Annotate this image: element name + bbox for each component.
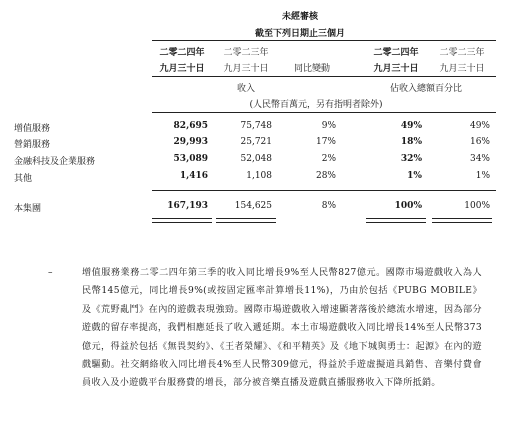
col-yoy-header: 同比變動 <box>293 64 330 74</box>
row-label: 增值服務 <box>14 124 51 134</box>
total-value-2024: 167,193 <box>167 201 208 211</box>
total-pct-2023: 100% <box>464 201 490 211</box>
total-label: 本集團 <box>14 204 42 214</box>
col-2024-year: 二零二四年 <box>159 48 205 58</box>
total-double-rule <box>432 218 492 223</box>
row-pct-2023: 34% <box>469 154 490 164</box>
row-yoy: 17% <box>315 137 336 147</box>
row-yoy: 2% <box>321 154 336 164</box>
header-rule <box>152 40 496 41</box>
row-label: 其他 <box>14 174 33 184</box>
table-top-rule <box>152 112 496 113</box>
row-value-2023: 75,748 <box>240 121 272 131</box>
revenue-label: 收入 <box>236 84 255 94</box>
col-pct-2024-year: 二零二四年 <box>373 48 419 58</box>
row-yoy: 28% <box>315 171 336 181</box>
total-double-rule <box>216 218 276 223</box>
row-label: 金融科技及企業服務 <box>14 157 96 167</box>
col-pct-2023-year: 二零二三年 <box>439 48 485 58</box>
commentary-paragraph: 增值服務業務二零二四年第三季的收入同比增長9%至人民幣827億元。國際市場遊戲收入為人民幣145億元，同比增長9%(或按固定匯率計算增長11%)，乃由於包括《PUBG MOBILE》及《荒野亂鬥》在內的遊戲表現強勁。國際市場遊戲收入增速顯著落後於總流水增速，因為部分遊戲的留存率提高，我們相應延長了收入遞延期。本土市場遊戲收入同比增長14%至人民幣373億元，得益於包括《無畏契約》、《王者榮耀》、《和平精英》及《地下城與勇士：起源》在內的遊戲驅動。社交網絡收入同比增長4%至人民幣309億元，得益於手遊虛擬道具銷售、音樂付費會員收入及小遊戲平台服務費的增長，部分被音樂直播及遊戲直播服務收入下降所抵銷。 <box>82 268 482 389</box>
unit-note: (人民幣百萬元，另有指明者除外) <box>249 100 383 110</box>
total-double-rule <box>152 218 212 223</box>
total-double-rule <box>366 218 426 223</box>
row-pct-2023: 16% <box>469 137 490 147</box>
row-label: 營銷服務 <box>14 140 51 150</box>
bullet-dash: – <box>48 268 53 278</box>
row-value-2024: 1,416 <box>179 171 208 181</box>
row-value-2023: 1,108 <box>246 171 272 181</box>
total-value-2023: 154,625 <box>234 201 272 211</box>
row-pct-2024: 1% <box>407 171 422 181</box>
col-2023-date: 九月三十日 <box>223 64 269 74</box>
row-pct-2024: 18% <box>400 137 422 147</box>
col-2024-date: 九月三十日 <box>159 64 205 74</box>
pct-header: 佔收入總額百分比 <box>389 84 462 94</box>
subtotal-rule <box>152 190 496 191</box>
unaudited-label: 未經審核 <box>281 12 318 22</box>
row-value-2023: 52,048 <box>240 154 272 164</box>
period-label: 截至下列日期止三個月 <box>254 29 345 39</box>
row-value-2024: 29,993 <box>173 137 208 147</box>
row-value-2023: 25,721 <box>240 137 272 147</box>
row-pct-2023: 1% <box>475 171 490 181</box>
col-pct-2023-date: 九月三十日 <box>439 64 485 74</box>
total-yoy: 8% <box>321 201 336 211</box>
row-pct-2024: 32% <box>400 154 422 164</box>
row-pct-2023: 49% <box>469 121 490 131</box>
row-pct-2024: 49% <box>400 121 422 131</box>
col-2023-year: 二零二三年 <box>223 48 269 58</box>
header-rule-2 <box>152 76 496 77</box>
row-value-2024: 53,089 <box>173 154 208 164</box>
total-pct-2024: 100% <box>394 201 422 211</box>
row-value-2024: 82,695 <box>173 121 208 131</box>
row-yoy: 9% <box>321 121 336 131</box>
col-pct-2024-date: 九月三十日 <box>373 64 419 74</box>
